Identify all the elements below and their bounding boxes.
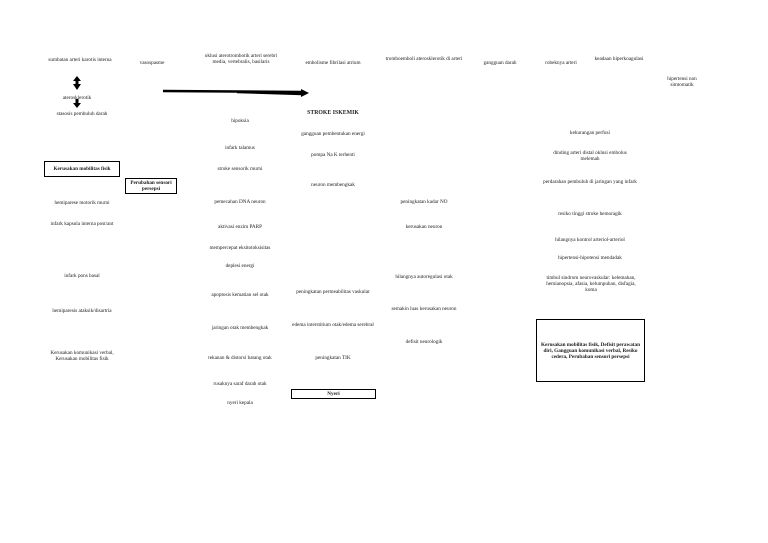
main-arrow-right [163,89,309,97]
node-pemecahan: pemecahan DNA neuron [214,199,266,205]
arrow-down-1 [73,76,81,90]
node-aktivasi: aktivasi enzim PARP [218,224,262,230]
node-hemiparese: hemiparese motorik murni [54,200,110,206]
node-stasosis: stasosis pembuluh darah [56,111,108,117]
node-peningkatan-permeabilitas: peningkatan permeabilitas vaskular [296,289,370,295]
node-perdarahan: perdarahan pembuluh di jaringan yang infark [543,179,637,185]
node-robeknya: robeknya arteri [545,60,577,66]
node-oklusi: oklusi aterotrombotik arteri serebri media, vertebralis, basilaris [204,53,278,65]
node-nyeri-kepala: nyeri kepala [227,400,253,406]
node-hilangnya-autoregulasi: hilangnya autoregulasi otak [395,274,453,280]
node-defisit: defisit neurologik [405,339,443,345]
node-infark-pons: infark pons basal [64,273,100,279]
node-hipertensi-mendadak: hipertensi-hipotensi mendadak [558,255,622,261]
node-embolisme: embolisme fibrilasi atrium [305,60,361,66]
node-stroke-sensorik: stroke sensorik murni [217,166,263,172]
node-gangguan-darah: gangguan darah [483,60,517,66]
node-sumbatan: sumbatan arteri karotis interna [48,57,112,63]
node-mempercepat: mempercepat eksitotoksisitas [209,245,271,251]
node-vasospasme: vasospasme [139,60,165,66]
node-infark-talamus: infark talamus [225,145,255,151]
node-peningkatan-tik: peningkatan TIK [315,355,351,361]
node-pompa: pompa Na K terhenti [311,152,355,158]
node-gangguan-pembentukan: gangguan pembentukan energi [301,131,365,137]
node-resiko-hemoragik: resiko tinggi stroke hemoragik [558,211,622,217]
node-hemiparesis: hemiparesis ataksik/disartria [52,308,112,314]
node-hipertensi-non: hipertensi non simtomatik [667,76,697,88]
node-rusaknya: rusaknya saraf darah otak [213,381,267,387]
node-semakin-luas: semakin luas kerusakan neuron [391,306,457,312]
node-hilangnya-kontrol: hilangnya kontrol arteriol-arteriol [555,237,625,243]
node-dinding-arteri: dinding arteri distal oklusi embolus melemah [553,150,627,162]
node-tromboemboli: tromboemboli aterosklerotik di arteri [385,56,463,62]
node-aterosklerotik: aterosklerotik [62,95,92,101]
node-keadaan: keadaan hiperkoagulasi [594,56,644,62]
node-stroke-iskemik: STROKE ISKEMIK [307,110,359,116]
node-edema: edema interstitium otak/edema serebral [292,322,374,328]
node-kerusakan-komunikasi: Kerusakan komunikasi verbal, Kerusakan mobilitas fisik [50,350,114,362]
node-infark-kapsula: infark kapsula interna post/ant [50,221,114,227]
box-final-diagnosis: Kerusakan mobilitas fisik, Defisit perawatan diri, Gangguan komunikasi verbal, Resiko cedera, Perubahan sensori persepsi [536,319,645,382]
node-kerusakan-neuron: kerusakan neuron [405,224,443,230]
node-timbul-sindrom: timbul sindrom neurovaskular: kelemahan, hemianopsia, afasia, kelumpuhan, disfagia, koma [546,275,636,293]
node-tekanan: tekanan & distorsi batang otak [208,355,272,361]
box-kerusakan-mobilitas: Kerusakan mobilitas fisik [44,161,120,177]
box-perubahan-sensori: Perubahan sensori persepsi [125,178,177,194]
node-jaringan: jaringan otak membengkak [211,325,269,331]
node-apoptosis: apoptosis kematian sel otak [211,292,269,298]
node-neuron-membengkak: neuron membengkak [311,182,355,188]
node-deplesi: deplesi energi [225,263,255,269]
node-peningkatan-no: peningkatan kadar NO [400,199,448,205]
box-nyeri: Nyeri [291,389,376,399]
node-hipoksia: hipoksia [231,118,249,124]
node-kekurangan-perfusi: kekurangan perfusi [570,130,610,136]
